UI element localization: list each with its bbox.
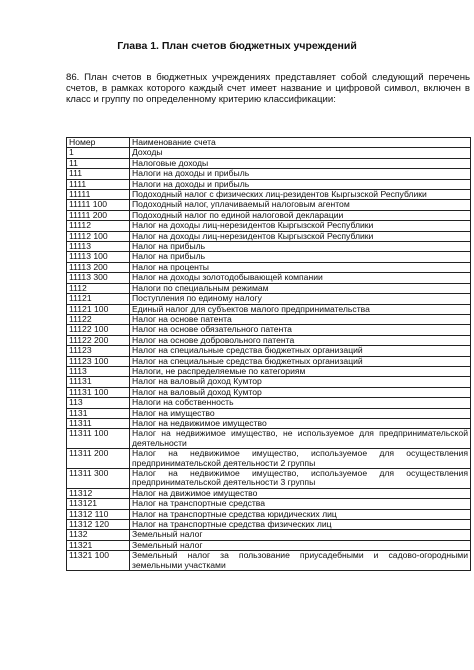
- account-name: Подоходный налог, уплачиваемый налоговым агентом: [130, 200, 471, 210]
- account-number: 11111 200: [67, 210, 130, 220]
- table-row: [67, 242, 471, 252]
- table-row: [67, 387, 471, 397]
- account-name: Доходы: [130, 148, 471, 158]
- account-number: 11312 120: [67, 520, 130, 530]
- account-number: 11122: [67, 314, 130, 324]
- account-name: Налог на специальные средства бюджетных организаций: [130, 346, 471, 356]
- table-row: [67, 469, 471, 489]
- account-number: 11123 100: [67, 356, 130, 366]
- account-name: Налог на доходы золотодобывающей компании: [130, 273, 471, 283]
- table-row: [67, 221, 471, 231]
- account-name: Земельный налог: [130, 530, 471, 540]
- table-row: [67, 377, 471, 387]
- account-name: Налог на валовый доход Кумтор: [130, 377, 471, 387]
- account-name: Налог на основе патента: [130, 314, 471, 324]
- account-name: Единый налог для субъектов малого предпринимательства: [130, 304, 471, 314]
- account-name: Поступления по единому налогу: [130, 294, 471, 304]
- table-row: [67, 314, 471, 324]
- table-row: [67, 346, 471, 356]
- table-row: [67, 169, 471, 179]
- account-number: 111: [67, 169, 130, 179]
- account-name: Налог на движимое имущество: [130, 488, 471, 498]
- account-number: 11321: [67, 540, 130, 550]
- account-name: Налоги, не распределяемые по категориям: [130, 366, 471, 376]
- account-number: 11312 110: [67, 509, 130, 519]
- table-row: [67, 366, 471, 376]
- table-row: [67, 418, 471, 428]
- account-name: Налог на транспортные средства юридических лиц: [130, 509, 471, 519]
- table-row: [67, 449, 471, 469]
- account-name: Налоги на доходы и прибыль: [130, 179, 471, 189]
- account-number: 11131: [67, 377, 130, 387]
- account-name: Подоходный налог с физических лиц-резидентов Кыргызской Республики: [130, 190, 471, 200]
- account-number: 11121: [67, 294, 130, 304]
- table-row: [67, 499, 471, 509]
- account-name: Налог на доходы лиц-нерезидентов Кыргызской Республики: [130, 221, 471, 231]
- table-row: [67, 179, 471, 189]
- account-number: 1: [67, 148, 130, 158]
- table-row: [67, 540, 471, 550]
- account-number: 11311 200: [67, 449, 130, 469]
- account-name: Налоги по специальным режимам: [130, 283, 471, 293]
- account-name: Налог на проценты: [130, 262, 471, 272]
- account-number: 11113: [67, 242, 130, 252]
- table-row: [67, 530, 471, 540]
- table-row: [67, 520, 471, 530]
- intro-paragraph: 86. План счетов в бюджетных учреждениях представляет собой следующий перечень счетов, в рамках которого каждый счет имеет название и цифровой символ, включен в класс и группу по определенному критерию классификации:: [66, 72, 470, 105]
- account-name: Налог на основе добровольного патента: [130, 335, 471, 345]
- table-row: [67, 509, 471, 519]
- table-row: [67, 210, 471, 220]
- account-number: 113: [67, 398, 130, 408]
- table-row: [67, 356, 471, 366]
- account-name: Налог на недвижимое имущество, используемое для осуществления предпринимательской деятельности 3 группы: [130, 469, 471, 489]
- table-row: [67, 273, 471, 283]
- account-name: Подоходный налог по единой налоговой декларации: [130, 210, 471, 220]
- table-row: [67, 429, 471, 449]
- account-number: 1113: [67, 366, 130, 376]
- account-number: 11311: [67, 418, 130, 428]
- account-number: 11112 100: [67, 231, 130, 241]
- table-row: [67, 262, 471, 272]
- table-row: [67, 398, 471, 408]
- table-row: [67, 325, 471, 335]
- account-number: 11321 100: [67, 551, 130, 571]
- account-name: Налог на основе обязательного патента: [130, 325, 471, 335]
- header-account-name: Наименование счета: [130, 138, 471, 148]
- account-number: 11113 100: [67, 252, 130, 262]
- account-number: 1132: [67, 530, 130, 540]
- table-row: [67, 252, 471, 262]
- table-row: [67, 294, 471, 304]
- account-name: Налог на недвижимое имущество, не используемое для предпринимательской деятельности: [130, 429, 471, 449]
- account-number: 1112: [67, 283, 130, 293]
- account-name: Налог на прибыль: [130, 242, 471, 252]
- account-name: Земельный налог: [130, 540, 471, 550]
- account-number: 11113 300: [67, 273, 130, 283]
- account-number: 11121 100: [67, 304, 130, 314]
- table-row: [67, 148, 471, 158]
- account-number: 11113 200: [67, 262, 130, 272]
- header-number: Номер: [67, 138, 130, 148]
- table-row: [67, 158, 471, 168]
- table-row: [67, 304, 471, 314]
- account-name: Налог на специальные средства бюджетных организаций: [130, 356, 471, 366]
- table-row: [67, 200, 471, 210]
- table-row: [67, 190, 471, 200]
- account-number: 1131: [67, 408, 130, 418]
- account-name: Налоговые доходы: [130, 158, 471, 168]
- account-name: Налог на транспортные средства: [130, 499, 471, 509]
- account-name: Налог на валовый доход Кумтор: [130, 387, 471, 397]
- account-name: Налог на недвижимое имущество: [130, 418, 471, 428]
- table-row: [67, 408, 471, 418]
- account-number: 1111: [67, 179, 130, 189]
- account-number: 11312: [67, 488, 130, 498]
- table-row: [67, 551, 471, 571]
- account-name: Налог на доходы лиц-нерезидентов Кыргызской Республики: [130, 231, 471, 241]
- table-header-row: [67, 138, 471, 148]
- account-name: Налог на имущество: [130, 408, 471, 418]
- account-number: 11111 100: [67, 200, 130, 210]
- account-number: 11122 100: [67, 325, 130, 335]
- account-number: 11311 300: [67, 469, 130, 489]
- account-name: Налог на прибыль: [130, 252, 471, 262]
- table-row: [67, 283, 471, 293]
- account-number: 11131 100: [67, 387, 130, 397]
- account-name: Налог на недвижимое имущество, используемое для осуществления предпринимательской деятельности 2 группы: [130, 449, 471, 469]
- chart-of-accounts-table: [66, 137, 471, 571]
- account-number: 11123: [67, 346, 130, 356]
- account-number: 11112: [67, 221, 130, 231]
- account-number: 11111: [67, 190, 130, 200]
- table-row: [67, 335, 471, 345]
- account-name: Земельный налог за пользование приусадебными и садово-огородными земельными участками: [130, 551, 471, 571]
- account-name: Налоги на собственность: [130, 398, 471, 408]
- account-name: Налоги на доходы и прибыль: [130, 169, 471, 179]
- chapter-title: Глава 1. План счетов бюджетных учреждений: [117, 40, 357, 52]
- table-row: [67, 231, 471, 241]
- account-number: 11: [67, 158, 130, 168]
- account-number: 11122 200: [67, 335, 130, 345]
- account-number: 11311 100: [67, 429, 130, 449]
- account-number: 113121: [67, 499, 130, 509]
- table-row: [67, 488, 471, 498]
- account-name: Налог на транспортные средства физических лиц: [130, 520, 471, 530]
